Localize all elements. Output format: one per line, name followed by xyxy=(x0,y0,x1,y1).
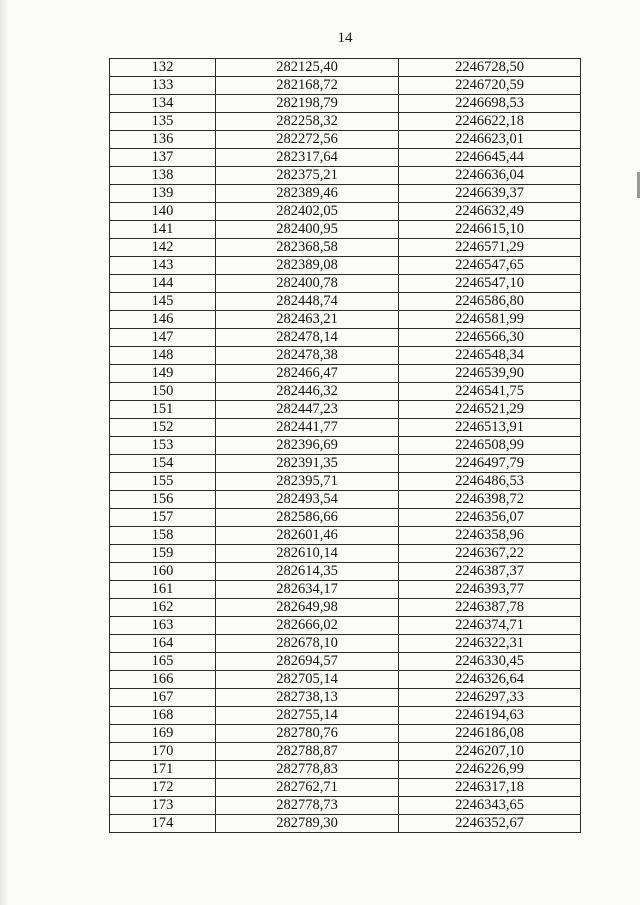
table-row xyxy=(110,527,581,545)
y-coordinate-cell: 2246622,18 xyxy=(399,113,581,131)
x-coordinate-cell: 282400,95 xyxy=(216,221,399,239)
table-row xyxy=(110,581,581,599)
point-number-cell: 132 xyxy=(110,59,216,77)
x-coordinate-cell: 282400,78 xyxy=(216,275,399,293)
table-row xyxy=(110,509,581,527)
y-coordinate-cell: 2246636,04 xyxy=(399,167,581,185)
x-coordinate-cell: 282258,32 xyxy=(216,113,399,131)
point-number-cell: 169 xyxy=(110,725,216,743)
table-row xyxy=(110,761,581,779)
x-coordinate-cell: 282272,56 xyxy=(216,131,399,149)
table-row xyxy=(110,185,581,203)
x-coordinate-cell: 282198,79 xyxy=(216,95,399,113)
x-coordinate-cell: 282466,47 xyxy=(216,365,399,383)
x-coordinate-cell: 282649,98 xyxy=(216,599,399,617)
point-number-cell: 161 xyxy=(110,581,216,599)
point-number-cell: 170 xyxy=(110,743,216,761)
y-coordinate-cell: 2246297,33 xyxy=(399,689,581,707)
x-coordinate-cell: 282780,76 xyxy=(216,725,399,743)
table-row xyxy=(110,113,581,131)
y-coordinate-cell: 2246539,90 xyxy=(399,365,581,383)
point-number-cell: 151 xyxy=(110,401,216,419)
x-coordinate-cell: 282738,13 xyxy=(216,689,399,707)
table-row xyxy=(110,311,581,329)
y-coordinate-cell: 2246374,71 xyxy=(399,617,581,635)
x-coordinate-cell: 282368,58 xyxy=(216,239,399,257)
page-number: 14 xyxy=(337,30,353,46)
point-number-cell: 149 xyxy=(110,365,216,383)
scan-edge-shadow xyxy=(0,0,8,905)
x-coordinate-cell: 282391,35 xyxy=(216,455,399,473)
point-number-cell: 173 xyxy=(110,797,216,815)
x-coordinate-cell: 282396,69 xyxy=(216,437,399,455)
x-coordinate-cell: 282586,66 xyxy=(216,509,399,527)
table-row xyxy=(110,797,581,815)
point-number-cell: 139 xyxy=(110,185,216,203)
point-number-cell: 152 xyxy=(110,419,216,437)
y-coordinate-cell: 2246343,65 xyxy=(399,797,581,815)
table-row xyxy=(110,707,581,725)
y-coordinate-cell: 2246486,53 xyxy=(399,473,581,491)
y-coordinate-cell: 2246720,59 xyxy=(399,77,581,95)
table-row xyxy=(110,671,581,689)
point-number-cell: 153 xyxy=(110,437,216,455)
x-coordinate-cell: 282441,77 xyxy=(216,419,399,437)
y-coordinate-cell: 2246581,99 xyxy=(399,311,581,329)
x-coordinate-cell: 282493,54 xyxy=(216,491,399,509)
point-number-cell: 135 xyxy=(110,113,216,131)
point-number-cell: 166 xyxy=(110,671,216,689)
y-coordinate-cell: 2246513,91 xyxy=(399,419,581,437)
table-row xyxy=(110,635,581,653)
table-row xyxy=(110,779,581,797)
point-number-cell: 143 xyxy=(110,257,216,275)
table-row xyxy=(110,239,581,257)
point-number-cell: 141 xyxy=(110,221,216,239)
point-number-cell: 164 xyxy=(110,635,216,653)
table-row xyxy=(110,545,581,563)
point-number-cell: 174 xyxy=(110,815,216,833)
coordinates-table-body xyxy=(110,59,581,833)
table-row xyxy=(110,293,581,311)
y-coordinate-cell: 2246645,44 xyxy=(399,149,581,167)
x-coordinate-cell: 282614,35 xyxy=(216,563,399,581)
point-number-cell: 147 xyxy=(110,329,216,347)
x-coordinate-cell: 282478,38 xyxy=(216,347,399,365)
point-number-cell: 146 xyxy=(110,311,216,329)
table-row xyxy=(110,725,581,743)
y-coordinate-cell: 2246317,18 xyxy=(399,779,581,797)
x-coordinate-cell: 282446,32 xyxy=(216,383,399,401)
y-coordinate-cell: 2246322,31 xyxy=(399,635,581,653)
point-number-cell: 150 xyxy=(110,383,216,401)
coordinates-table xyxy=(109,58,581,833)
table-row xyxy=(110,95,581,113)
x-coordinate-cell: 282375,21 xyxy=(216,167,399,185)
y-coordinate-cell: 2246632,49 xyxy=(399,203,581,221)
table-row xyxy=(110,689,581,707)
x-coordinate-cell: 282705,14 xyxy=(216,671,399,689)
x-coordinate-cell: 282447,23 xyxy=(216,401,399,419)
table-row xyxy=(110,59,581,77)
point-number-cell: 155 xyxy=(110,473,216,491)
point-number-cell: 142 xyxy=(110,239,216,257)
y-coordinate-cell: 2246571,29 xyxy=(399,239,581,257)
table-row xyxy=(110,743,581,761)
point-number-cell: 145 xyxy=(110,293,216,311)
x-coordinate-cell: 282694,57 xyxy=(216,653,399,671)
table-row xyxy=(110,599,581,617)
x-coordinate-cell: 282788,87 xyxy=(216,743,399,761)
table-row xyxy=(110,329,581,347)
y-coordinate-cell: 2246387,78 xyxy=(399,599,581,617)
y-coordinate-cell: 2246623,01 xyxy=(399,131,581,149)
y-coordinate-cell: 2246566,30 xyxy=(399,329,581,347)
point-number-cell: 163 xyxy=(110,617,216,635)
table-row xyxy=(110,401,581,419)
y-coordinate-cell: 2246639,37 xyxy=(399,185,581,203)
table-row xyxy=(110,563,581,581)
y-coordinate-cell: 2246548,34 xyxy=(399,347,581,365)
table-row xyxy=(110,275,581,293)
y-coordinate-cell: 2246728,50 xyxy=(399,59,581,77)
y-coordinate-cell: 2246521,29 xyxy=(399,401,581,419)
point-number-cell: 140 xyxy=(110,203,216,221)
x-coordinate-cell: 282601,46 xyxy=(216,527,399,545)
x-coordinate-cell: 282755,14 xyxy=(216,707,399,725)
point-number-cell: 148 xyxy=(110,347,216,365)
point-number-cell: 133 xyxy=(110,77,216,95)
point-number-cell: 137 xyxy=(110,149,216,167)
point-number-cell: 154 xyxy=(110,455,216,473)
table-row xyxy=(110,491,581,509)
point-number-cell: 165 xyxy=(110,653,216,671)
table-row xyxy=(110,167,581,185)
x-coordinate-cell: 282478,14 xyxy=(216,329,399,347)
y-coordinate-cell: 2246586,80 xyxy=(399,293,581,311)
point-number-cell: 171 xyxy=(110,761,216,779)
point-number-cell: 162 xyxy=(110,599,216,617)
table-row xyxy=(110,347,581,365)
table-row xyxy=(110,203,581,221)
table-row xyxy=(110,77,581,95)
x-coordinate-cell: 282634,17 xyxy=(216,581,399,599)
table-row xyxy=(110,365,581,383)
point-number-cell: 159 xyxy=(110,545,216,563)
point-number-cell: 157 xyxy=(110,509,216,527)
y-coordinate-cell: 2246367,22 xyxy=(399,545,581,563)
x-coordinate-cell: 282389,08 xyxy=(216,257,399,275)
y-coordinate-cell: 2246547,10 xyxy=(399,275,581,293)
y-coordinate-cell: 2246226,99 xyxy=(399,761,581,779)
y-coordinate-cell: 2246326,64 xyxy=(399,671,581,689)
y-coordinate-cell: 2246207,10 xyxy=(399,743,581,761)
x-coordinate-cell: 282463,21 xyxy=(216,311,399,329)
y-coordinate-cell: 2246698,53 xyxy=(399,95,581,113)
x-coordinate-cell: 282389,46 xyxy=(216,185,399,203)
y-coordinate-cell: 2246508,99 xyxy=(399,437,581,455)
table-row xyxy=(110,257,581,275)
table-row xyxy=(110,131,581,149)
point-number-cell: 160 xyxy=(110,563,216,581)
table-row xyxy=(110,149,581,167)
point-number-cell: 172 xyxy=(110,779,216,797)
x-coordinate-cell: 282402,05 xyxy=(216,203,399,221)
table-row xyxy=(110,221,581,239)
x-coordinate-cell: 282125,40 xyxy=(216,59,399,77)
x-coordinate-cell: 282448,74 xyxy=(216,293,399,311)
y-coordinate-cell: 2246547,65 xyxy=(399,257,581,275)
table-row xyxy=(110,383,581,401)
y-coordinate-cell: 2246186,08 xyxy=(399,725,581,743)
x-coordinate-cell: 282678,10 xyxy=(216,635,399,653)
point-number-cell: 156 xyxy=(110,491,216,509)
y-coordinate-cell: 2246330,45 xyxy=(399,653,581,671)
y-coordinate-cell: 2246393,77 xyxy=(399,581,581,599)
x-coordinate-cell: 282395,71 xyxy=(216,473,399,491)
point-number-cell: 138 xyxy=(110,167,216,185)
x-coordinate-cell: 282168,72 xyxy=(216,77,399,95)
x-coordinate-cell: 282762,71 xyxy=(216,779,399,797)
point-number-cell: 144 xyxy=(110,275,216,293)
y-coordinate-cell: 2246358,96 xyxy=(399,527,581,545)
table-row xyxy=(110,419,581,437)
x-coordinate-cell: 282610,14 xyxy=(216,545,399,563)
y-coordinate-cell: 2246615,10 xyxy=(399,221,581,239)
point-number-cell: 167 xyxy=(110,689,216,707)
table-row xyxy=(110,653,581,671)
y-coordinate-cell: 2246497,79 xyxy=(399,455,581,473)
point-number-cell: 134 xyxy=(110,95,216,113)
y-coordinate-cell: 2246398,72 xyxy=(399,491,581,509)
x-coordinate-cell: 282317,64 xyxy=(216,149,399,167)
point-number-cell: 136 xyxy=(110,131,216,149)
table-row xyxy=(110,437,581,455)
y-coordinate-cell: 2246387,37 xyxy=(399,563,581,581)
x-coordinate-cell: 282789,30 xyxy=(216,815,399,833)
table-row xyxy=(110,617,581,635)
y-coordinate-cell: 2246194,63 xyxy=(399,707,581,725)
x-coordinate-cell: 282778,83 xyxy=(216,761,399,779)
y-coordinate-cell: 2246356,07 xyxy=(399,509,581,527)
point-number-cell: 158 xyxy=(110,527,216,545)
point-number-cell: 168 xyxy=(110,707,216,725)
y-coordinate-cell: 2246352,67 xyxy=(399,815,581,833)
x-coordinate-cell: 282778,73 xyxy=(216,797,399,815)
table-row xyxy=(110,455,581,473)
y-coordinate-cell: 2246541,75 xyxy=(399,383,581,401)
table-row xyxy=(110,473,581,491)
table-row xyxy=(110,815,581,833)
x-coordinate-cell: 282666,02 xyxy=(216,617,399,635)
